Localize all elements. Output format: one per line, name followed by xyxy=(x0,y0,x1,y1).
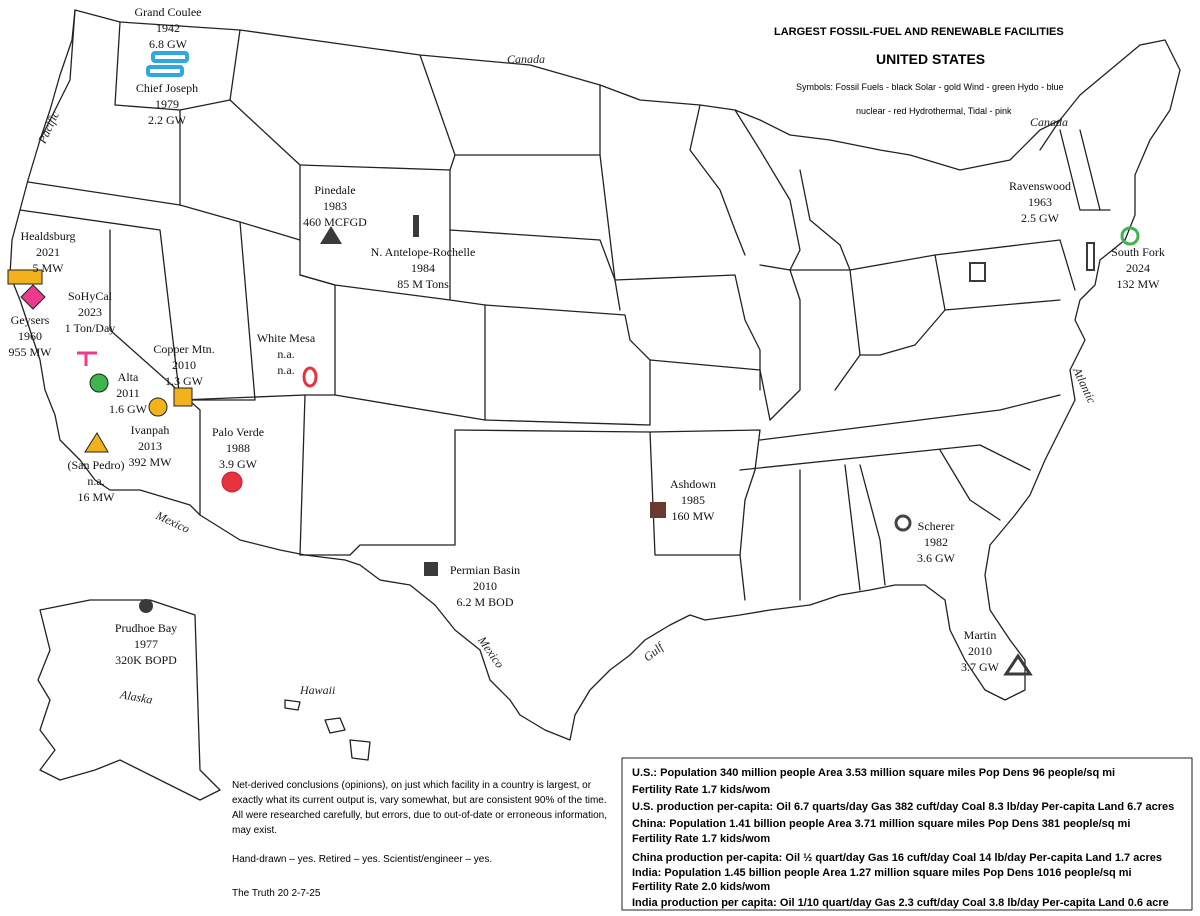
facility-output: 5 MW xyxy=(32,261,64,275)
facility-output: 1 Ton/Day xyxy=(64,321,116,335)
geo-alaska: Alaska xyxy=(119,687,154,707)
facility-output: 2.2 GW xyxy=(148,113,186,127)
facility-output: 6.2 M BOD xyxy=(456,595,514,609)
facility-output: 2.5 GW xyxy=(1021,211,1059,225)
label-permian xyxy=(440,562,530,610)
facility-output: 320K BOPD xyxy=(115,653,177,667)
facility-year: 1984 xyxy=(411,261,435,275)
label-chief-joseph xyxy=(127,80,207,128)
stats-line-india: India: Population 1.45 billion people Area 1.27 million square miles Pop Dens 1016 people/sq mi xyxy=(632,867,1132,879)
label-healdsburg xyxy=(8,228,88,276)
symbols-legend-line2: nuclear - red Hydrothermal, Tidal - pink xyxy=(856,106,1012,116)
label-geysers xyxy=(0,312,60,360)
facility-year: 2010 xyxy=(473,579,497,593)
stats-line-china-fertility: Fertility Rate 1.7 kids/wom xyxy=(632,833,771,845)
geo-mexico-west: Mexico xyxy=(153,508,192,536)
label-scherer xyxy=(906,518,966,566)
marker-ravenswood xyxy=(1087,243,1094,270)
facility-name: Geysers xyxy=(10,313,50,327)
label-grand-coulee xyxy=(128,4,208,52)
facility-year: 2010 xyxy=(172,358,196,372)
label-sohycal xyxy=(55,288,125,336)
facility-name: Ashdown xyxy=(669,477,716,491)
facility-name: Martin xyxy=(963,628,997,642)
facility-name: Grand Coulee xyxy=(134,5,202,19)
handdrawn-note: Hand-drawn – yes. Retired – yes. Scientist/engineer – yes. xyxy=(232,854,493,865)
marker-palo-verde xyxy=(222,472,242,492)
facility-year: 2023 xyxy=(78,305,102,319)
marker-grand-coulee xyxy=(153,53,187,61)
facility-name: Chief Joseph xyxy=(135,81,199,95)
geo-pacific: Pacific xyxy=(35,108,63,146)
signature-note: The Truth 20 2-7-25 xyxy=(232,888,321,899)
facility-year: 1977 xyxy=(134,637,158,651)
stats-line-china: China: Population 1.41 billion people Area 3.71 million square miles Pop Dens 381 people/sq mi xyxy=(632,818,1131,830)
stats-line-us-fertility: Fertility Rate 1.7 kids/wom xyxy=(632,784,771,796)
geo-canada-north: Canada xyxy=(507,52,546,66)
facility-output: 460 MCFGD xyxy=(303,215,367,229)
geo-gulf: Gulf xyxy=(640,639,667,665)
facility-year: 2021 xyxy=(36,245,60,259)
facility-name: Copper Mtn. xyxy=(153,342,215,356)
facility-name: (San Pedro) xyxy=(67,458,125,472)
symbols-legend-line1: Symbols: Fossil Fuels - black Solar - gold Wind - green Hydo - blue xyxy=(796,82,1064,92)
facility-name: Ravenswood xyxy=(1009,179,1071,193)
label-ravenswood xyxy=(1000,178,1080,226)
facility-name: Alta xyxy=(117,370,139,384)
facility-output: 3.9 GW xyxy=(219,457,257,471)
marker-permian xyxy=(424,562,438,576)
facility-name: White Mesa xyxy=(256,331,316,345)
facility-year: 1942 xyxy=(156,21,180,35)
marker-south-fork xyxy=(1122,228,1138,244)
facility-year: 2010 xyxy=(968,644,992,658)
marker-san-pedro xyxy=(85,433,108,452)
facility-year: 2024 xyxy=(1126,261,1150,275)
facility-output: 955 MW xyxy=(8,345,52,359)
label-white-mesa xyxy=(246,330,326,378)
facility-output: 160 MW xyxy=(671,509,715,523)
facility-output: 132 MW xyxy=(1116,277,1160,291)
geo-canada-east: Canada xyxy=(1030,115,1069,129)
facility-year: 1985 xyxy=(681,493,705,507)
stats-line-us: U.S.: Population 340 million people Area 3.53 million square miles Pop Dens 96 people/sq mi xyxy=(632,767,1116,779)
facility-year: 1988 xyxy=(226,441,250,455)
label-south-fork xyxy=(1103,244,1173,292)
marker-geysers xyxy=(21,285,45,309)
marker-sohycal xyxy=(77,352,97,366)
facility-year: 2013 xyxy=(138,439,162,453)
marker-prudhoe xyxy=(139,599,153,613)
facility-name: SoHyCal xyxy=(67,289,112,303)
facility-name: Permian Basin xyxy=(449,563,521,577)
facility-output: 85 M Tons xyxy=(397,277,449,291)
facility-output: 6.8 GW xyxy=(149,37,187,51)
label-san-pedro xyxy=(56,457,136,505)
facility-year: n.a. xyxy=(277,347,295,361)
facility-output: 1.3 GW xyxy=(165,374,203,388)
marker-copper-mtn xyxy=(174,388,192,406)
facility-output: 16 MW xyxy=(77,490,115,504)
stats-line-us-production: U.S. production per-capita: Oil 6.7 quarts/day Gas 382 cuft/day Coal 8.3 lb/day Per-capita Land 6.7 acres xyxy=(632,801,1175,813)
facility-name: Scherer xyxy=(917,519,955,533)
facility-output: 3.6 GW xyxy=(917,551,955,565)
marker-pennsylvania-square xyxy=(970,263,985,281)
facility-name: Ivanpah xyxy=(130,423,170,437)
conclusions-note: Net-derived conclusions (opinions), on just which facility in a country is largest, or exactly what its current output is, vary somewhat, but are consistent 90% of the time. All were researched carefully, but errors, due to out-of-date or erroneous information, may exist. xyxy=(232,780,607,836)
facility-year: 1982 xyxy=(924,535,948,549)
facility-output: 392 MW xyxy=(128,455,172,469)
facility-year: n.a. xyxy=(87,474,105,488)
facility-output: 1.6 GW xyxy=(109,402,147,416)
label-martin xyxy=(952,627,1008,675)
stats-line-india-production: India production per capita: Oil 1/10 quart/day Gas 2.3 cuft/day Coal 3.8 lb/day Per-capita Land 0.6 acre xyxy=(632,897,1169,909)
label-prudhoe xyxy=(104,620,188,668)
facility-name: Pinedale xyxy=(314,183,356,197)
marker-martin xyxy=(1006,656,1030,674)
facility-output: n.a. xyxy=(277,363,295,377)
facility-output: 3.7 GW xyxy=(961,660,999,674)
map-title: LARGEST FOSSIL-FUEL AND RENEWABLE FACILITIES xyxy=(774,26,1064,38)
facility-name: Healdsburg xyxy=(20,229,76,243)
label-copper-mtn xyxy=(144,341,224,389)
stats-line-india-fertility: Fertility Rate 2.0 kids/wom xyxy=(632,881,771,893)
label-pinedale xyxy=(300,182,370,230)
facility-name: South Fork xyxy=(1111,245,1165,259)
facility-year: 1960 xyxy=(18,329,42,343)
label-antelope xyxy=(358,244,488,292)
facility-year: 1979 xyxy=(155,97,179,111)
facility-year: 2011 xyxy=(116,386,140,400)
marker-chief-joseph xyxy=(148,67,182,75)
facility-name: Prudhoe Bay xyxy=(114,621,178,635)
marker-antelope xyxy=(413,215,419,237)
facility-year: 1983 xyxy=(323,199,347,213)
label-palo-verde xyxy=(198,424,278,472)
geo-mexico-gulf: Mexico xyxy=(475,633,507,671)
facility-name: N. Antelope-Rochelle xyxy=(370,245,476,259)
geo-atlantic: Atlantic xyxy=(1070,365,1099,406)
label-ashdown xyxy=(662,476,724,524)
country-title: UNITED STATES xyxy=(876,51,986,67)
geo-hawaii: Hawaii xyxy=(300,683,336,697)
facility-year: 1963 xyxy=(1028,195,1052,209)
facility-name: Palo Verde xyxy=(211,425,265,439)
stats-line-china-production: China production per-capita: Oil ½ quart/day Gas 16 cuft/day Coal 14 lb/day Per-capita Land 1.7 acres xyxy=(632,852,1162,864)
